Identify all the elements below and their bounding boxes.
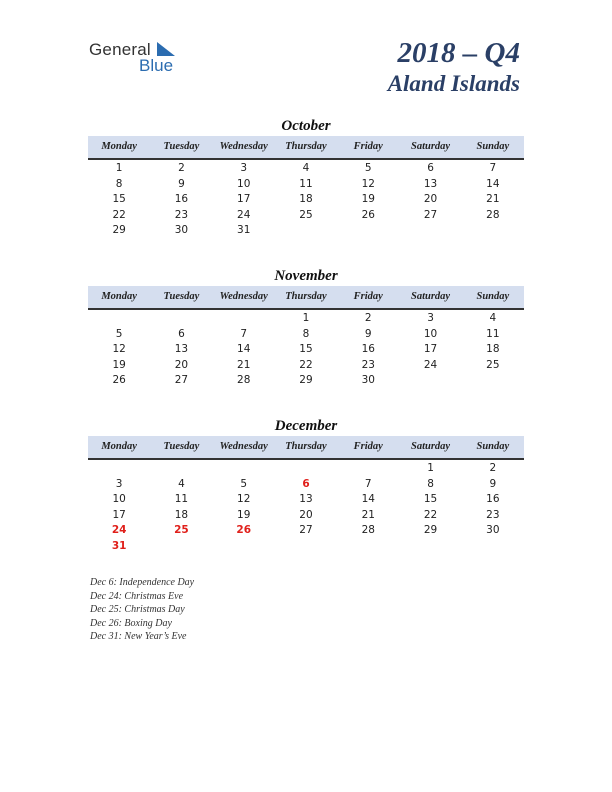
day-cell: 4 xyxy=(489,312,497,324)
day-cell: 6 xyxy=(178,327,185,340)
day-cell: 19 xyxy=(112,358,126,371)
day-cell: 24 xyxy=(423,358,438,371)
weekday-label: Friday xyxy=(353,291,383,302)
day-cell: 15 xyxy=(423,493,438,505)
month-title: November xyxy=(274,268,338,284)
day-cell: 13 xyxy=(174,343,189,355)
week-row xyxy=(88,358,524,374)
day-cell: 2 xyxy=(489,462,497,474)
day-cell: 24 xyxy=(237,208,251,221)
holiday-note: Dec 31: New Year’s Eve xyxy=(90,631,187,643)
weekday-label: Saturday xyxy=(411,291,451,302)
day-cell: 13 xyxy=(423,177,438,190)
day-cell xyxy=(213,311,275,327)
day-cell: 3 xyxy=(115,477,123,490)
day-cell: 17 xyxy=(237,193,251,205)
week-row xyxy=(88,477,524,493)
weekday-label: Tuesday xyxy=(163,441,200,452)
holiday-notes xyxy=(90,576,194,644)
day-cell: 14 xyxy=(361,493,375,505)
day-cell: 23 xyxy=(486,508,500,521)
day-cell: 14 xyxy=(237,343,251,355)
day-cell xyxy=(150,461,212,477)
day-cell: 18 xyxy=(174,508,189,521)
logo-blue-text: Blue xyxy=(139,56,174,75)
weekday-header xyxy=(88,286,524,310)
page-subtitle: Aland Islands xyxy=(387,71,520,97)
day-cell: 9 xyxy=(178,177,185,190)
day-cell: 9 xyxy=(364,327,372,340)
weekday-label: Sunday xyxy=(476,291,510,302)
day-cell xyxy=(337,539,399,555)
day-cell: 8 xyxy=(427,477,434,490)
day-cell: 28 xyxy=(361,524,375,536)
day-cell: 1 xyxy=(115,162,123,174)
day-cell xyxy=(275,461,337,477)
day-cell xyxy=(462,539,524,555)
holiday-note: Dec 26: Boxing Day xyxy=(90,617,172,629)
day-cell: 2 xyxy=(178,162,185,174)
week-row xyxy=(88,539,524,555)
day-cell: 12 xyxy=(112,343,126,355)
weekday-header xyxy=(88,436,524,460)
weekday-label: Wednesday xyxy=(219,291,268,302)
day-cell: 17 xyxy=(112,508,126,521)
day-cell: 6 xyxy=(427,162,434,174)
day-cell: 29 xyxy=(112,224,126,236)
day-cell: 14 xyxy=(486,177,500,190)
day-cell: 30 xyxy=(486,524,500,536)
week-row xyxy=(88,208,524,224)
holiday-day-cell: 25 xyxy=(174,524,189,536)
weekday-label: Sunday xyxy=(476,141,510,152)
day-cell: 3 xyxy=(240,162,248,174)
holiday-day-cell: 6 xyxy=(302,477,310,490)
day-cell: 19 xyxy=(361,193,375,205)
week-row xyxy=(88,223,524,239)
holiday-day-cell: 31 xyxy=(111,539,127,552)
day-cell: 8 xyxy=(115,177,123,190)
day-cell: 20 xyxy=(299,508,313,521)
week-row xyxy=(88,177,524,193)
generalblue-logo xyxy=(89,40,189,76)
day-cell: 21 xyxy=(361,508,375,521)
day-cell: 27 xyxy=(423,208,438,221)
day-cell: 7 xyxy=(240,327,248,340)
week-row xyxy=(88,161,524,177)
day-cell: 25 xyxy=(486,358,500,371)
month-december xyxy=(88,416,524,554)
day-cell: 11 xyxy=(174,493,189,505)
weekday-header xyxy=(88,136,524,160)
month-october xyxy=(88,116,524,239)
day-cell: 12 xyxy=(237,493,251,505)
day-cell: 16 xyxy=(361,343,375,355)
holiday-note: Dec 6: Independence Day xyxy=(90,577,195,588)
day-cell: 31 xyxy=(237,224,251,236)
day-cell: 1 xyxy=(302,312,310,324)
day-cell xyxy=(213,539,275,555)
day-cell: 23 xyxy=(361,358,375,371)
weekday-label: Tuesday xyxy=(163,141,200,152)
day-cell: 9 xyxy=(489,477,497,490)
day-cell: 4 xyxy=(178,477,185,490)
week-row xyxy=(88,342,524,358)
day-cell: 4 xyxy=(302,162,310,174)
holiday-day-cell: 24 xyxy=(111,524,127,536)
day-cell: 22 xyxy=(299,358,313,371)
weekday-label: Friday xyxy=(353,441,383,452)
day-cell: 23 xyxy=(174,208,189,221)
weekday-label: Tuesday xyxy=(163,291,200,302)
day-cell: 30 xyxy=(361,374,375,386)
weekday-label: Wednesday xyxy=(219,441,268,452)
weekday-label: Saturday xyxy=(411,441,451,452)
day-cell xyxy=(150,311,212,327)
day-cell: 21 xyxy=(237,358,251,371)
day-cell: 28 xyxy=(486,208,500,221)
day-cell: 29 xyxy=(423,524,438,536)
day-cell: 7 xyxy=(489,162,497,174)
holiday-day-cell: 26 xyxy=(236,524,252,536)
day-cell: 8 xyxy=(302,327,310,340)
day-cell xyxy=(88,311,150,327)
day-cell: 26 xyxy=(361,208,375,221)
day-cell xyxy=(399,373,461,389)
day-cell: 11 xyxy=(486,327,500,340)
day-cell: 28 xyxy=(237,374,251,386)
day-cell: 26 xyxy=(112,374,126,386)
day-cell: 13 xyxy=(299,493,313,505)
day-cell: 5 xyxy=(115,327,123,340)
day-cell: 18 xyxy=(299,193,313,205)
day-cell: 15 xyxy=(299,343,313,355)
day-cell: 2 xyxy=(364,312,372,324)
day-cell xyxy=(462,373,524,389)
day-cell: 27 xyxy=(174,374,189,386)
week-row xyxy=(88,461,524,477)
day-cell: 22 xyxy=(423,508,438,521)
day-cell xyxy=(275,223,337,239)
day-cell xyxy=(213,461,275,477)
day-cell: 16 xyxy=(486,493,500,505)
weekday-label: Monday xyxy=(101,141,137,152)
day-cell: 19 xyxy=(237,508,251,521)
day-cell: 20 xyxy=(174,358,189,371)
week-row xyxy=(88,523,524,539)
weekday-label: Saturday xyxy=(411,141,451,152)
day-cell: 18 xyxy=(486,343,500,355)
day-cell: 15 xyxy=(112,193,126,205)
day-cell: 20 xyxy=(423,193,438,205)
day-cell: 10 xyxy=(423,327,438,340)
day-cell xyxy=(337,461,399,477)
week-row xyxy=(88,373,524,389)
day-cell: 16 xyxy=(174,193,189,205)
day-cell: 3 xyxy=(427,312,434,324)
logo-general-text: General xyxy=(89,40,151,59)
week-row xyxy=(88,327,524,343)
day-cell xyxy=(399,223,461,239)
weekday-label: Friday xyxy=(353,141,383,152)
day-cell xyxy=(88,461,150,477)
weekday-label: Monday xyxy=(101,441,137,452)
day-cell xyxy=(337,223,399,239)
holiday-note: Dec 25: Christmas Day xyxy=(90,604,185,616)
weekday-label: Sunday xyxy=(476,441,510,452)
holiday-note: Dec 24: Christmas Eve xyxy=(90,590,184,602)
day-cell xyxy=(150,539,212,555)
week-row xyxy=(88,492,524,508)
day-cell xyxy=(399,539,461,555)
day-cell: 11 xyxy=(299,177,313,190)
day-cell: 21 xyxy=(486,193,500,205)
day-cell: 12 xyxy=(361,177,375,190)
weekday-label: Wednesday xyxy=(219,141,268,152)
day-cell: 7 xyxy=(364,477,372,490)
weekday-label: Thursday xyxy=(285,441,327,452)
day-cell: 5 xyxy=(240,477,248,490)
month-title: December xyxy=(274,418,338,434)
day-cell xyxy=(275,539,337,555)
weekday-label: Thursday xyxy=(285,291,327,302)
weekday-label: Thursday xyxy=(285,141,327,152)
day-cell: 5 xyxy=(364,162,372,174)
week-row xyxy=(88,508,524,524)
month-november xyxy=(88,266,524,389)
day-cell: 27 xyxy=(299,524,313,536)
day-cell: 30 xyxy=(174,224,189,236)
title-block xyxy=(388,38,520,98)
day-cell: 17 xyxy=(423,343,438,355)
week-row xyxy=(88,311,524,327)
week-row xyxy=(88,192,524,208)
month-title: October xyxy=(281,118,331,134)
weekday-label: Monday xyxy=(101,291,137,302)
day-cell xyxy=(462,223,524,239)
day-cell: 1 xyxy=(427,462,434,474)
page-title: 2018 – Q4 xyxy=(397,37,520,69)
day-cell: 22 xyxy=(112,208,126,221)
day-cell: 25 xyxy=(299,208,313,221)
day-cell: 10 xyxy=(112,493,126,505)
day-cell: 29 xyxy=(299,374,313,386)
day-cell: 10 xyxy=(237,177,251,190)
